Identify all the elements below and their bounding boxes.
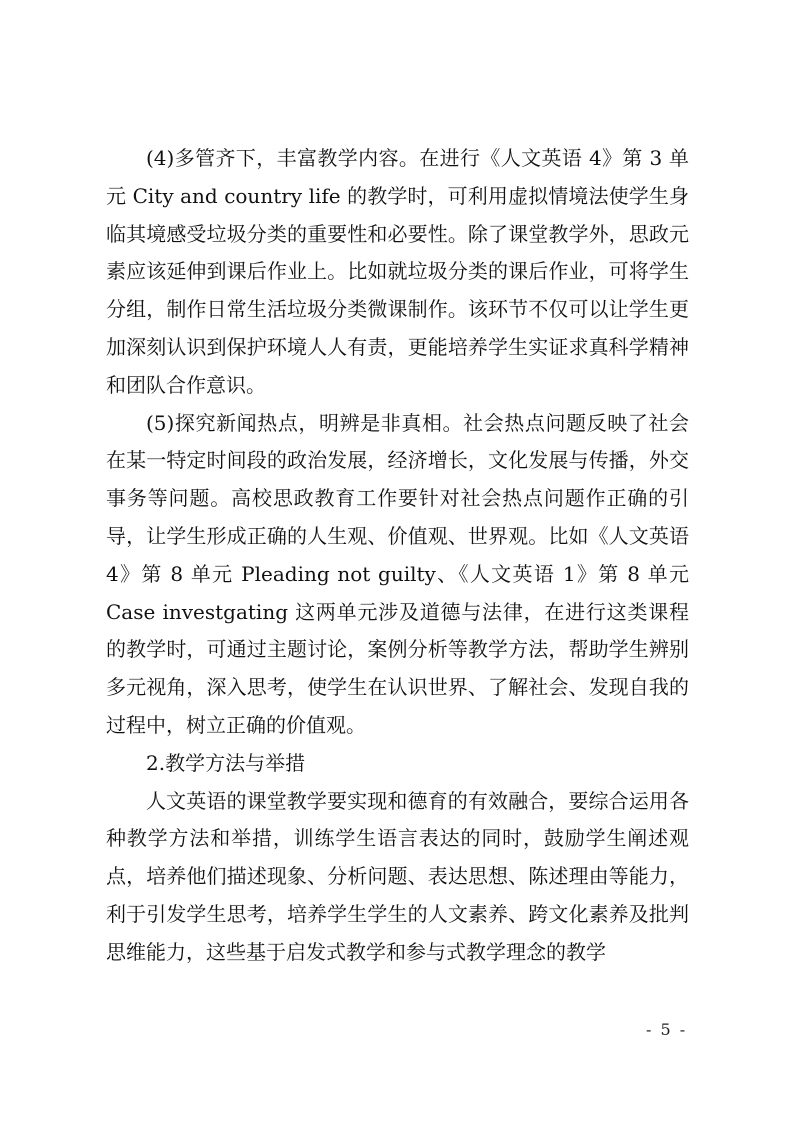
- document-body: [106, 140, 689, 972]
- paragraph-news-hotspots: (5)探究新闻热点，明辨是非真相。社会热点问题反映了社会在某一特定时间段的政治发展，经济增长，文化发展与传播，外交事务等问题。高校思政教育工作要针对社会热点问题作正确的引导，让学生形成正确的人生观、价值观、世界观。比如《人文英语 4》第 8 单元 Pleading not guilty、《人文英语 1》第 8 单元 Case investgating 这两单元涉及道德与法律，在进行这类课程的教学时，可通过主题讨论，案例分析等教学方法，帮助学生辨别多元视角，深入思考，使学生在认识世界、了解社会、发现自我的过程中，树立正确的价值观。: [106, 410, 689, 737]
- page-number: - 5 -: [646, 1020, 688, 1039]
- paragraph-multi-approach: (4)多管齐下，丰富教学内容。在进行《人文英语 4》第 3 单元 City and country life 的教学时，可利用虚拟情境法使学生身临其境感受垃圾分类的重要性和必要性。除了课堂教学外，思政元素应该延伸到课后作业上。比如就垃圾分类的课后作业，可将学生分组，制作日常生活垃圾分类微课制作。该环节不仅可以让学生更加深刻认识到保护环境人人有责，更能培养学生实证求真科学精神和团队合作意识。: [106, 146, 689, 397]
- section-heading-teaching-methods: 2.教学方法与举措: [146, 750, 306, 775]
- paragraph-classroom-teaching: 人文英语的课堂教学要实现和德育的有效融合，要综合运用各种教学方法和举措，训练学生语言表达的同时，鼓励学生阐述观点，培养他们描述现象、分析问题、表达思想、陈述理由等能力，利于引发学生思考，培养学生学生的人文素养、跨文化素养及批判思维能力，这些基于启发式教学和参与式教学理念的教学: [106, 788, 689, 964]
